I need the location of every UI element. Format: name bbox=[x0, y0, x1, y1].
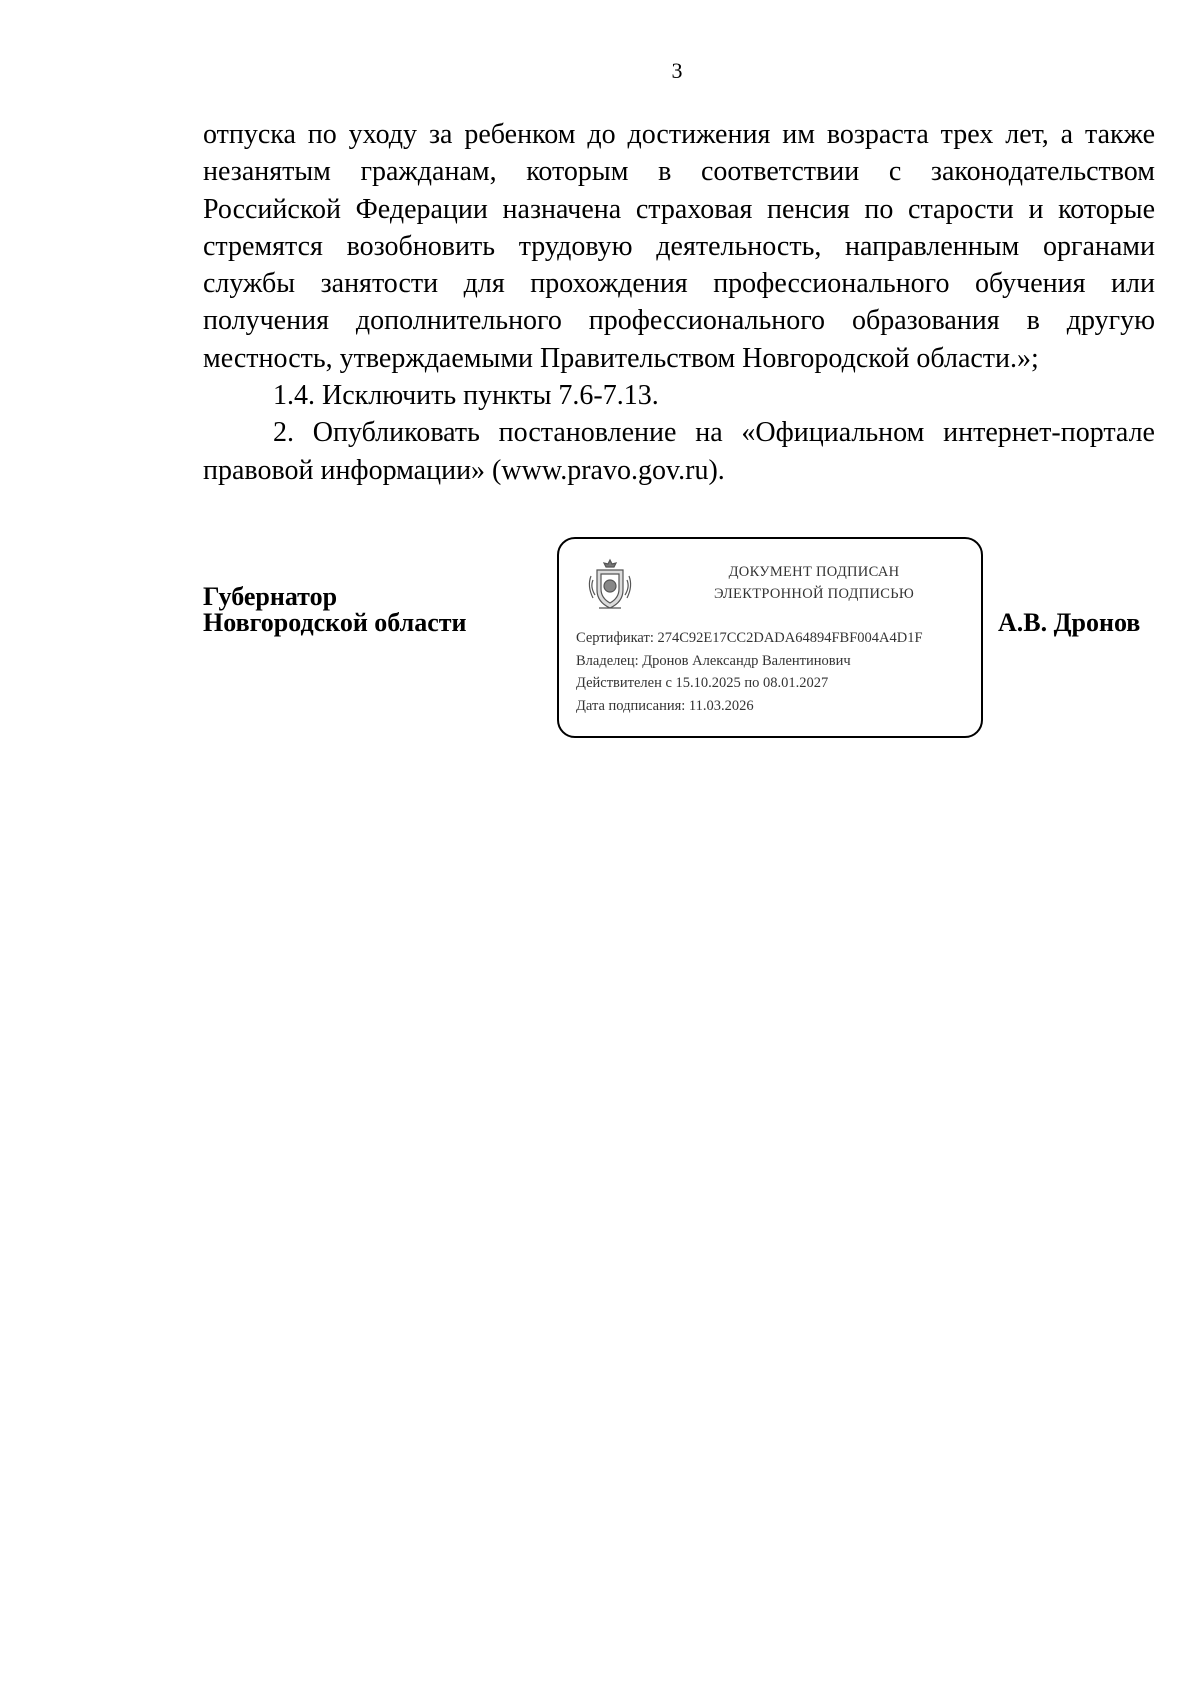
stamp-header-line2: ЭЛЕКТРОННОЙ ПОДПИСЬЮ bbox=[713, 586, 915, 602]
document-body bbox=[203, 116, 1155, 489]
paragraph-item-2: 2. Опубликовать постановление на «Официальном интернет-портале правовой информации» (www.pravo.gov.ru). bbox=[203, 417, 1155, 486]
stamp-details bbox=[576, 627, 976, 717]
paragraph-item-1-4: 1.4. Исключить пункты 7.6-7.13. bbox=[273, 380, 659, 412]
signatory-name: А.В. Дронов bbox=[998, 608, 1141, 637]
coat-of-arms-icon bbox=[585, 556, 635, 614]
stamp-header bbox=[669, 561, 959, 605]
paragraph-continuation: отпуска по уходу за ребенком до достижения им возраста трех лет, а также незанятым гражданам, которым в соответствии с законодательством Российской Федерации назначена страховая пенсия по старости и которые стремятся возобновить трудовую деятельность, направленным органами службы занятости для прохождения профессионального обучения или получения дополнительного профессионального образования в другую местность, утверждаемыми Правительством Новгородской области.»; bbox=[203, 119, 1155, 374]
stamp-certificate: Сертификат: 274C92E17CC2DADA64894FBF004A4D1F bbox=[576, 630, 923, 646]
stamp-validity: Действителен с 15.10.2025 по 08.01.2027 bbox=[576, 675, 829, 691]
stamp-header-line1: ДОКУМЕНТ ПОДПИСАН bbox=[728, 564, 900, 580]
page-number: 3 bbox=[671, 58, 683, 83]
stamp-sign-date: Дата подписания: 11.03.2026 bbox=[576, 697, 754, 714]
signatory-position-line2: Новгородской области bbox=[203, 608, 467, 637]
stamp-owner: Владелец: Дронов Александр Валентинович bbox=[576, 652, 851, 669]
signatory-position-line1: Губернатор bbox=[203, 582, 338, 611]
signatory-position bbox=[203, 584, 467, 636]
electronic-signature-stamp bbox=[557, 537, 983, 738]
